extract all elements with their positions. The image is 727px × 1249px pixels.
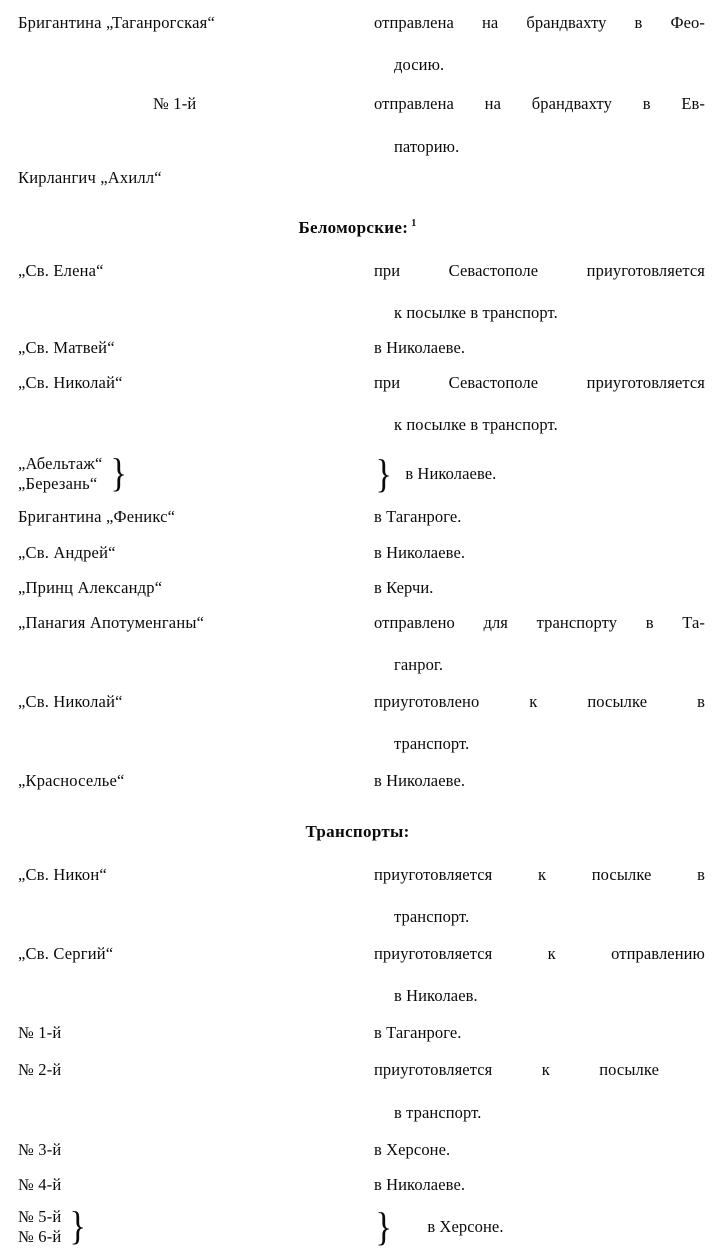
ship-status-cell xyxy=(374,93,727,156)
ship-name-cell xyxy=(0,1139,374,1160)
ship-status-cell xyxy=(374,337,727,358)
ship-name: Бригантина „Феникс“ xyxy=(18,507,176,527)
status-text xyxy=(374,372,705,435)
status-line-1: в Николаеве. xyxy=(405,463,497,483)
status-text xyxy=(374,943,705,1006)
section-heading-label: Транспорты: xyxy=(305,821,410,841)
status-line-1: при Севастополе приуготовляется xyxy=(374,260,705,280)
status-group xyxy=(374,450,705,496)
ship-status-cell xyxy=(374,372,727,435)
ship-name: „Березань“ xyxy=(18,473,98,493)
status-line-1: в Николаеве. xyxy=(374,542,466,562)
ship-status-cell xyxy=(374,1059,727,1122)
group-brace-icon: } xyxy=(110,450,128,496)
ship-name: „Св. Никон“ xyxy=(18,864,107,884)
ship-name-cell xyxy=(0,337,374,358)
group-brace-icon: } xyxy=(375,1203,392,1249)
spacer xyxy=(0,1123,727,1139)
status-text xyxy=(374,1059,705,1122)
status-line-2: в транспорт. xyxy=(394,1102,482,1122)
spacer xyxy=(0,927,727,943)
status-line-1: приуготовлено к посылке в xyxy=(374,692,705,712)
ship-status-cell xyxy=(374,691,727,754)
ship-name: № 6-й xyxy=(18,1227,62,1247)
spacer xyxy=(0,75,727,93)
table-row xyxy=(0,943,727,1006)
spacer xyxy=(0,157,727,167)
ship-status-cell xyxy=(374,864,727,927)
table-row xyxy=(0,542,727,563)
table-row xyxy=(0,506,727,527)
ship-status-cell xyxy=(374,1174,727,1195)
ship-name: „Св. Елена“ xyxy=(18,260,104,280)
section-heading-belomorskie xyxy=(0,218,727,238)
status-line-2: транспорт. xyxy=(394,906,470,926)
ship-name: № 1-й xyxy=(18,1023,62,1043)
status-line-1: приуготовляется к отправлению xyxy=(374,943,705,963)
section-heading-label: Беломорские: xyxy=(298,217,409,237)
ship-name-cell xyxy=(0,1174,374,1195)
status-line-1: отправлено для транспорту в Та- xyxy=(374,612,705,632)
status-line-2: транспорт. xyxy=(394,734,470,754)
table-row xyxy=(0,1174,727,1195)
ship-name: № 5-й xyxy=(18,1206,62,1226)
status-text xyxy=(374,260,705,323)
spacer xyxy=(0,323,727,337)
status-line-1: приуготовляется к посылке xyxy=(374,1060,659,1080)
status-line-1: в Херсоне. xyxy=(427,1217,504,1237)
footnote-marker: 1 xyxy=(411,218,417,230)
status-text xyxy=(374,864,705,927)
status-line-2: в Николаев. xyxy=(394,986,478,1006)
table-row xyxy=(0,1022,727,1043)
spacer xyxy=(0,0,727,12)
status-line-1: в Херсоне. xyxy=(374,1139,451,1159)
spacer xyxy=(0,675,727,691)
ship-name-cell xyxy=(0,612,374,633)
spacer xyxy=(0,238,727,260)
spacer xyxy=(0,1160,727,1174)
ship-name-cell xyxy=(0,1203,374,1249)
table-row xyxy=(0,577,727,598)
ship-name: Кирлангич „Ахилл“ xyxy=(18,167,162,187)
ship-status-cell xyxy=(374,12,727,75)
table-row xyxy=(0,337,727,358)
ship-name: „Принц Александр“ xyxy=(18,577,163,597)
spacer xyxy=(0,528,727,542)
status-line-1: в Таганроге. xyxy=(374,1023,462,1043)
ship-name-cell xyxy=(0,943,374,964)
status-line-1: отправлена на брандвахту в Ев- xyxy=(374,94,705,114)
ship-name-cell xyxy=(0,542,374,563)
spacer xyxy=(0,842,727,864)
spacer xyxy=(0,754,727,770)
group-brace-icon: } xyxy=(375,450,392,496)
group-brace-icon: } xyxy=(69,1203,86,1249)
table-row xyxy=(0,12,727,75)
ship-status-cell xyxy=(374,770,727,791)
status-line-1: в Керчи. xyxy=(374,577,434,597)
ship-name: № 3-й xyxy=(18,1139,62,1159)
status-text xyxy=(374,12,705,75)
ship-status-cell xyxy=(374,542,727,563)
ship-name: „Красноселье“ xyxy=(18,771,125,791)
ship-name-cell xyxy=(0,506,374,527)
table-row xyxy=(0,864,727,927)
status-group xyxy=(374,1203,705,1249)
ship-name-cell xyxy=(0,93,374,114)
ship-status-cell xyxy=(374,1022,727,1043)
status-line-2: к посылке в транспорт. xyxy=(394,415,558,435)
table-row xyxy=(0,93,727,156)
ship-name-cell xyxy=(0,1022,374,1043)
spacer xyxy=(0,792,727,822)
spacer xyxy=(0,1195,727,1207)
table-row-grouped xyxy=(0,450,727,496)
status-line-1: при Севастополе приуготовляется xyxy=(374,373,705,393)
ship-name: „Панагия Апотуменганы“ xyxy=(18,612,205,632)
ship-status-cell xyxy=(374,1203,727,1249)
ship-name-cell xyxy=(0,372,374,393)
ship-name: № 1-й xyxy=(153,94,197,114)
table-row xyxy=(0,167,727,188)
ship-name: „Абельтаж“ xyxy=(18,453,103,473)
status-line-1: в Николаеве. xyxy=(374,771,466,791)
table-row xyxy=(0,612,727,675)
status-text xyxy=(374,93,705,156)
spacer xyxy=(0,1006,727,1022)
ship-name-cell xyxy=(0,12,374,33)
ship-name-cell xyxy=(0,864,374,885)
ship-status-cell xyxy=(374,577,727,598)
ship-name: „Св. Андрей“ xyxy=(18,542,116,562)
spacer xyxy=(0,188,727,218)
status-line-1: в Таганроге. xyxy=(374,507,462,527)
ship-status-cell xyxy=(374,450,727,496)
ship-name-cell xyxy=(0,167,374,188)
table-row xyxy=(0,1059,727,1122)
ship-name-group xyxy=(18,1203,87,1249)
ship-name: Бригантина „Таганрогская“ xyxy=(18,13,215,32)
ship-name-group xyxy=(18,450,129,496)
ship-name-cell xyxy=(0,1059,374,1080)
status-line-2: паторию. xyxy=(394,136,460,156)
ship-name: № 4-й xyxy=(18,1174,62,1194)
ship-status-cell xyxy=(374,612,727,675)
status-text xyxy=(374,612,705,675)
spacer xyxy=(0,1043,727,1059)
table-row xyxy=(0,260,727,323)
ship-name-cell xyxy=(0,691,374,712)
status-line-1: отправлена на брандвахту в Фео- xyxy=(374,13,705,32)
spacer xyxy=(0,436,727,454)
ship-status-cell xyxy=(374,260,727,323)
ship-name-cell xyxy=(0,450,374,496)
status-line-2: ганрог. xyxy=(394,654,444,674)
status-line-2: досию. xyxy=(394,55,445,75)
ship-status-cell xyxy=(374,1139,727,1160)
spacer xyxy=(0,358,727,372)
status-line-1: приуготовляется к посылке в xyxy=(374,864,705,884)
table-row-grouped xyxy=(0,1203,727,1249)
section-heading-transporty xyxy=(0,822,727,842)
table-row xyxy=(0,770,727,791)
ship-name: „Св. Матвей“ xyxy=(18,338,115,358)
ship-name: „Св. Сергий“ xyxy=(18,943,114,963)
ship-name: „Св. Николай“ xyxy=(18,692,123,712)
status-text xyxy=(374,691,705,754)
ship-name: № 2-й xyxy=(18,1060,62,1080)
status-line-1: в Николаеве. xyxy=(374,338,466,358)
table-row xyxy=(0,372,727,435)
spacer xyxy=(0,598,727,612)
spacer xyxy=(0,563,727,577)
spacer xyxy=(0,494,727,506)
ship-name-cell xyxy=(0,770,374,791)
ship-name: „Св. Николай“ xyxy=(18,373,123,393)
table-row xyxy=(0,691,727,754)
status-line-1: в Николаеве. xyxy=(374,1174,466,1194)
ship-status-cell xyxy=(374,943,727,1006)
ship-status-cell xyxy=(374,506,727,527)
status-line-2: к посылке в транспорт. xyxy=(394,302,558,322)
ship-name-cell xyxy=(0,260,374,281)
ship-name-cell xyxy=(0,577,374,598)
table-row xyxy=(0,1139,727,1160)
